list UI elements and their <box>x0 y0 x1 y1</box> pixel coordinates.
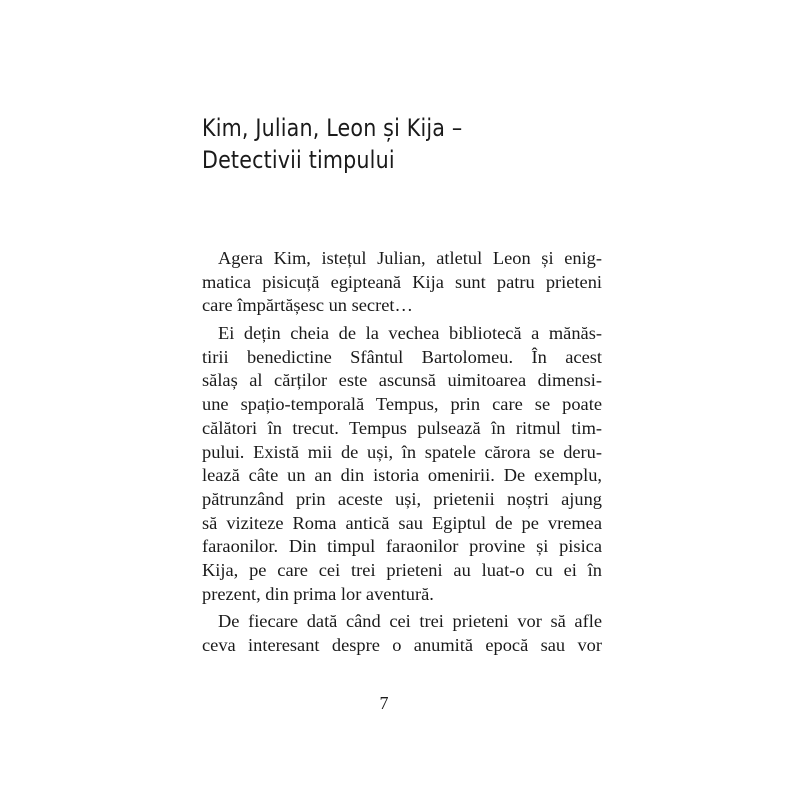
text-line: tirii benedictine Sfântul Bartolomeu. În acest <box>202 346 602 367</box>
text-line: De fiecare dată când cei trei prieteni vor să afle <box>218 611 602 632</box>
text-line: faraonilor. Din timpul faraonilor provine și pisica <box>202 536 602 557</box>
chapter-title-line: Detectivii timpului <box>202 146 395 174</box>
paragraph <box>202 322 602 606</box>
text-line: călători în trecut. Tempus pulsează în ritmul tim- <box>202 417 602 438</box>
text-line: pului. Există mii de uși, în spatele cărora se deru- <box>202 441 602 462</box>
text-line: pătrunzând prin aceste uși, prietenii noștri ajung <box>202 488 602 509</box>
text-line: ceva interesant despre o anumită epocă sau vor <box>202 635 602 655</box>
paragraph <box>202 610 602 657</box>
chapter-title <box>202 112 563 176</box>
text-line: sălaș al cărților este ascunsă uimitoarea dimensi- <box>202 370 602 391</box>
paragraph <box>202 247 602 318</box>
text-line: Kija, pe care cei trei prieteni au luat-o cu ei în <box>202 559 602 580</box>
text-line: Ei dețin cheia de la vechea bibliotecă a mănăs- <box>218 323 602 344</box>
text-line: să viziteze Roma antică sau Egiptul de pe vremea <box>202 512 602 533</box>
text-line: lează câte un an din istoria omenirii. De exemplu, <box>202 465 602 486</box>
chapter-title-line: Kim, Julian, Leon și Kija – <box>202 114 463 142</box>
text-line: care împărtășesc un secret… <box>202 295 413 316</box>
page-number: 7 <box>379 693 389 713</box>
text-line: prezent, din prima lor aventură. <box>202 583 434 604</box>
text-line: Agera Kim, istețul Julian, atletul Leon și enig- <box>218 248 602 268</box>
body-text <box>202 247 602 658</box>
text-line: matica pisicuță egipteană Kija sunt patru prieteni <box>202 271 602 292</box>
text-line: une spațio-temporală Tempus, prin care se poate <box>202 394 602 415</box>
